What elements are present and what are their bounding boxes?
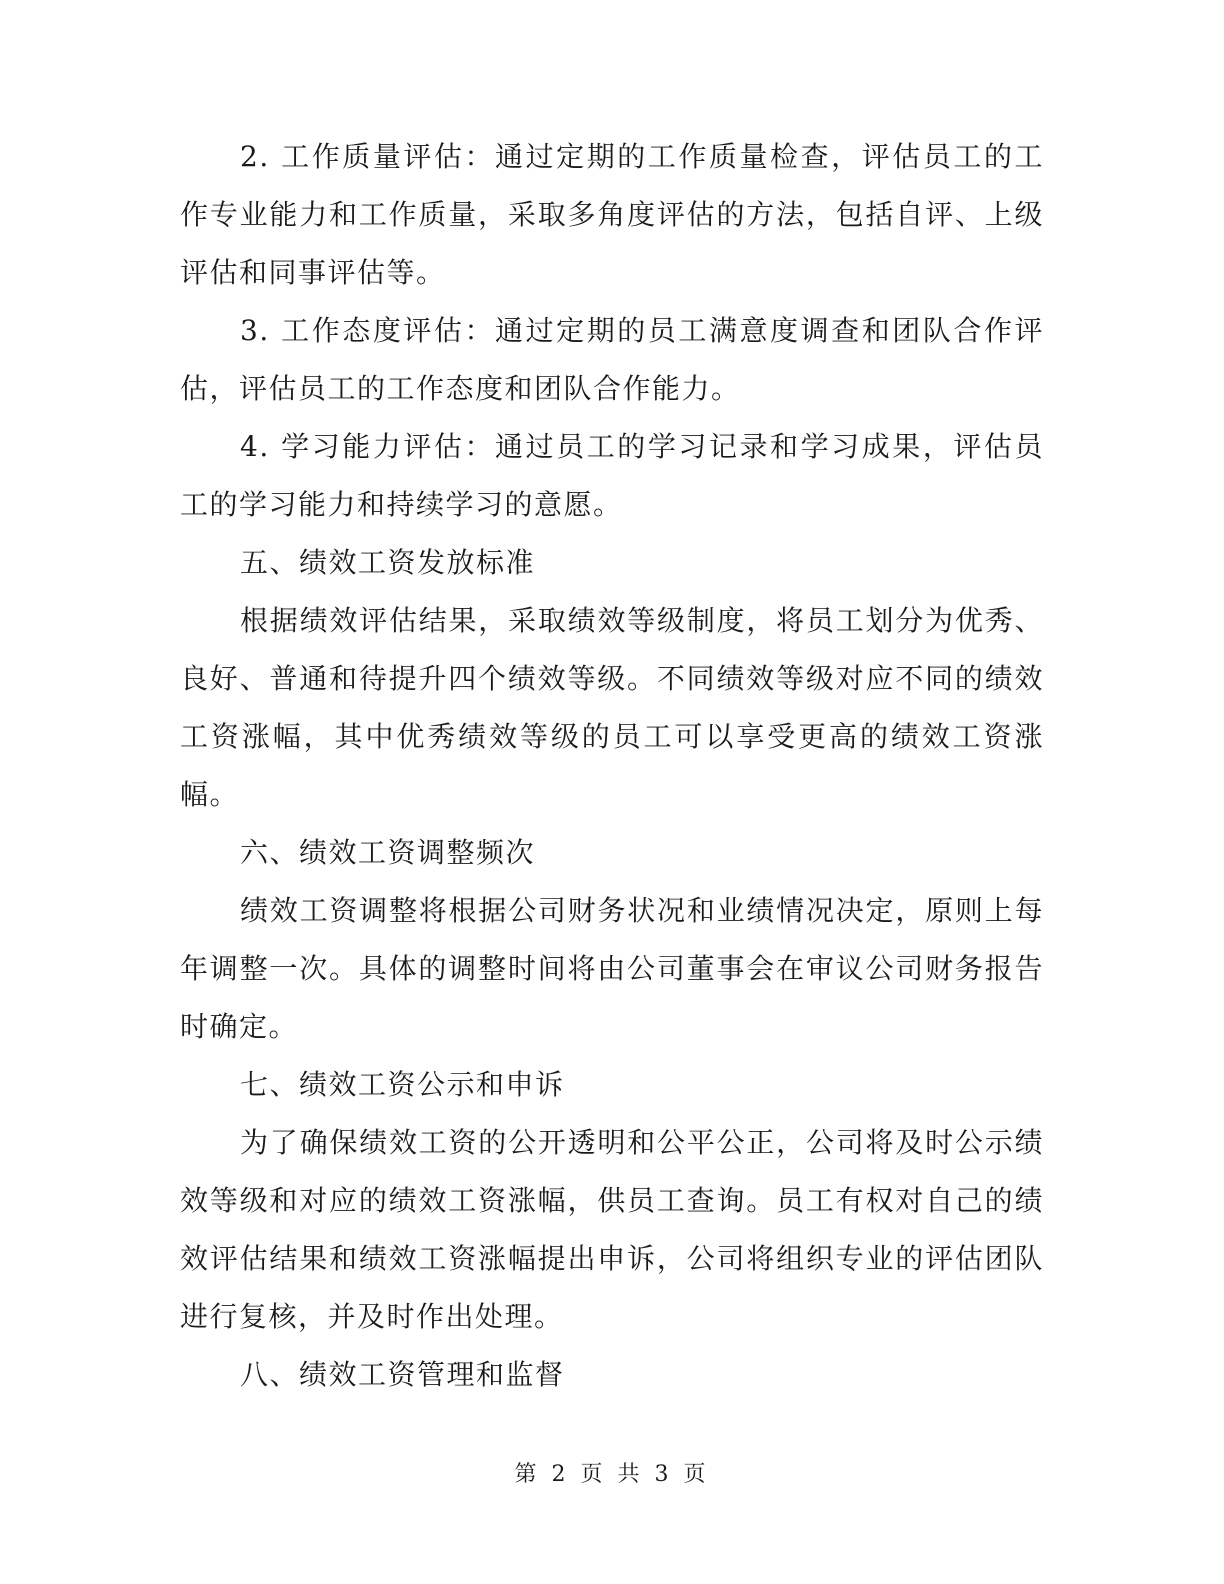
section-heading-8: 八、绩效工资管理和监督 (240, 1358, 565, 1391)
section-heading-7: 七、绩效工资公示和申诉 (240, 1068, 565, 1101)
paragraph-pay-standard: 根据绩效评估结果，采取绩效等级制度，将员工划分为优秀、良好、普通和待提升四个绩效等级。不同绩效等级对应不同的绩效工资涨幅，其中优秀绩效等级的员工可以享受更高的绩效工资涨幅。 (180, 604, 1044, 811)
paragraph-adjustment-frequency: 绩效工资调整将根据公司财务状况和业绩情况决定，原则上每年调整一次。具体的调整时间将由公司董事会在审议公司财务报告时确定。 (180, 894, 1044, 1043)
paragraph-learning-ability: 4. 学习能力评估：通过员工的学习记录和学习成果，评估员工的学习能力和持续学习的意愿。 (180, 430, 1044, 521)
section-heading-5: 五、绩效工资发放标准 (240, 546, 536, 579)
page-number-footer: 第 2 页 共 3 页 (514, 1462, 710, 1487)
document-body (180, 128, 1044, 1404)
paragraph-work-quality: 2. 工作质量评估：通过定期的工作质量检查，评估员工的工作专业能力和工作质量，采取多角度评估的方法，包括自评、上级评估和同事评估等。 (180, 140, 1044, 289)
section-heading-6: 六、绩效工资调整频次 (240, 836, 536, 869)
paragraph-publicity-appeal: 为了确保绩效工资的公开透明和公平公正，公司将及时公示绩效等级和对应的绩效工资涨幅，供员工查询。员工有权对自己的绩效评估结果和绩效工资涨幅提出申诉，公司将组织专业的评估团队进行复核，并及时作出处理。 (180, 1126, 1044, 1333)
paragraph-work-attitude: 3. 工作态度评估：通过定期的员工满意度调查和团队合作评估，评估员工的工作态度和团队合作能力。 (180, 314, 1044, 405)
